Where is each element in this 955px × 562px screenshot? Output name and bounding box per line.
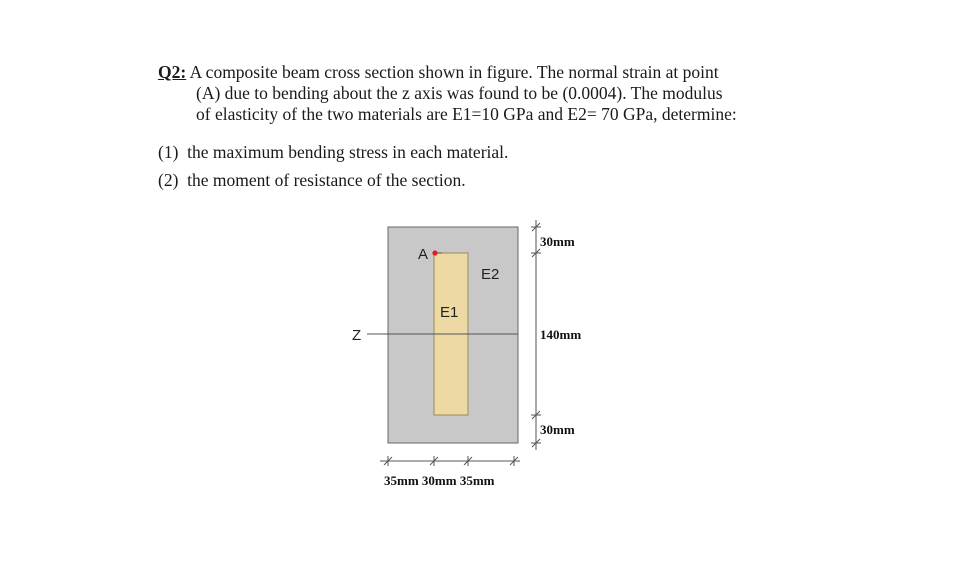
sub-item-number: (2) [158,170,179,190]
point-a-marker [432,250,437,255]
question-line-2: (A) due to bending about the z axis was found to be (0.0004). The modulus [196,83,723,103]
dimension-bottom-label: 30mm [540,422,575,437]
horizontal-dimension-label: 35mm 30mm 35mm [384,473,495,488]
outer-material-label: E2 [481,266,500,283]
sub-item-text: the moment of resistance of the section. [187,170,466,190]
dimension-middle-label: 140mm [540,327,582,342]
question-label: Q2: [158,62,187,82]
sub-item-text: the maximum bending stress in each material. [187,142,509,162]
dimension-top-label: 30mm [540,234,575,249]
axis-label-z: Z [352,327,362,344]
question-line-3: of elasticity of the two materials are E1=10 GPa and E2= 70 GPa, determine: [196,104,737,124]
inner-material-label: E1 [440,304,459,321]
point-a-label: A [418,246,429,263]
question-line-1-text: A composite beam cross section shown in figure. The normal strain at point [189,62,719,82]
sub-item-number: (1) [158,142,179,162]
